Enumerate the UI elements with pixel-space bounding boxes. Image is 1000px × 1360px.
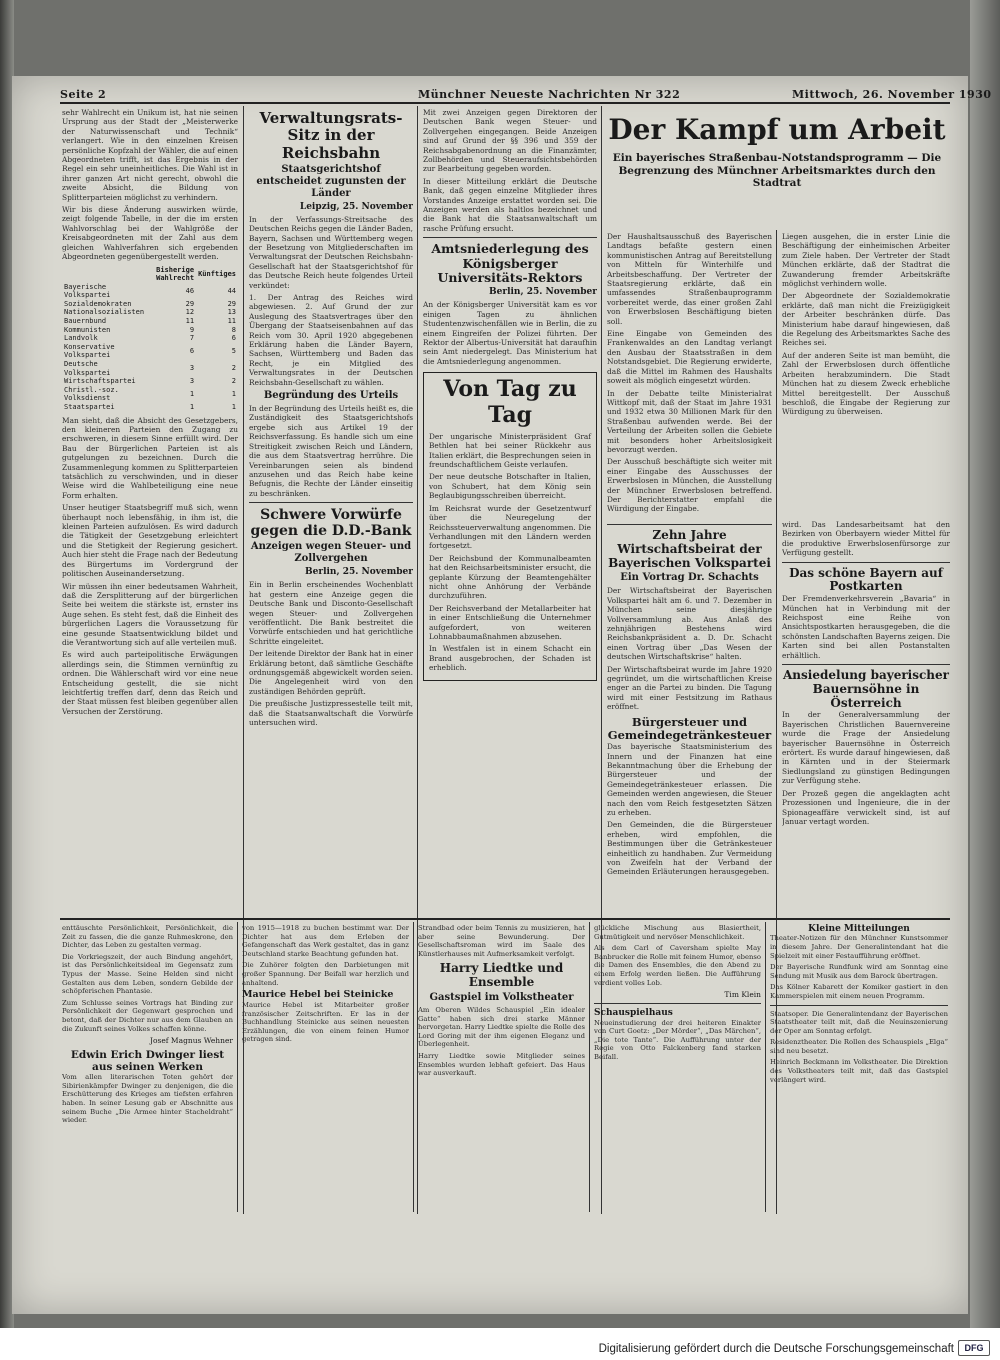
lead-article-left: [607, 232, 772, 514]
subheadline: Gastspiel im Volkstheater: [429, 991, 574, 1003]
lead-headline: Der Kampf um Arbeit: [608, 113, 946, 146]
article-text: Der neue deutsche Botschafter in Italien, von Schubert, hat dem König sein Beglaubigungsschreiben überreicht.: [429, 472, 591, 501]
article-text: An der Königsberger Universität kam es vor einigen Tagen zu ähnlichen Studentenzwischenfällen wie in Berlin, die zu einem Eingreifen der Polizei führten. Der Rektor der Albertus-Universität hat daraufhin sein Amt niedergelegt. Das Ministerium hat die Amtsniederlegung angenommen.: [423, 300, 597, 366]
article-text: Auf der anderen Seite ist man bemüht, die Zahl der Erwerbslosen durch öffentliche Arbeiten herabzumindern. Die Stadt München hat zu diesem Zweck erhebliche Mittel bereitgestellt. Der Ausschuß beschloß, die Eingabe der Regierung zur Würdigung zu überweisen.: [782, 350, 950, 417]
page-number: Seite 2: [60, 88, 107, 101]
table-cell: 1: [231, 390, 236, 399]
column-rule: [237, 922, 238, 1212]
headline: Schwere Vorwürfe gegen die D.D.-Bank: [250, 507, 412, 540]
article-text: 1. Der Antrag des Reiches wird abgewiesen. 2. Auf Grund der zur Auslegung des Staatsvertrages über den Übergang der Staatseisenbahnen auf das Reich vom 30. April 1920 abgegebenen Erklärung haben die Länder Bayern, Sachsen, Württemberg und Baden das Recht, je ein Mitglied des Verwaltungsrates in der Deutschen Reichsbahn-Gesellschaft zu wählen.: [249, 293, 413, 387]
headline: Kleine Mitteilungen: [808, 924, 910, 934]
headline: Verwaltungsrats-Sitz in der Reichsbahn: [259, 109, 403, 162]
article-text: Maurice Hebel ist Mitarbeiter großer französischer Zeitschriften. Er las in der Buchhandlung Steinicke aus seinen neuesten Erzählungen, die von einem feinen Humor getragen sind.: [242, 1001, 409, 1044]
column-4: [607, 520, 772, 914]
dateline: Leipzig, 25. November: [299, 201, 413, 212]
article-text: Staatsoper. Die Generalintendanz der Bayerischen Staatstheater teilt mit, daß die Neuinszenierung der Oper am Sonntag erfolgt.: [770, 1009, 948, 1035]
article-text: Unser heutiger Staatsbegriff muß sich, wenn überhaupt noch lebensfähig, in ihm ist, die kleinen Parteien aufzulösen. Es wird dadurch die Tätigkeit der Gesetzgebung erleichtert und die Stetigkeit der Regierung gesichert. Auch hier steht die Frage nach der Bedeutung des Bürgertums im Vordergrund der politischen Auseinandersetzung.: [62, 503, 238, 579]
table-row: [62, 360, 238, 377]
headline: Schauspielhaus: [594, 1008, 673, 1019]
article-separator: [782, 562, 950, 563]
dateline: Berlin, 25. November: [489, 287, 597, 298]
article-text: Neueinstudierung der drei heiteren Einakter von Curt Goetz: „Der Mörder“, „Das Märchen“, „Die tote Tante“. Die Aufführung unter der Regie von Otto Falckenberg fand starken Beifall.: [594, 1018, 761, 1061]
table-cell: 13: [227, 308, 236, 317]
article-text: Der ungarische Ministerpräsident Graf Bethlen hat bei seiner Rückkehr aus Italien erklärt, die Besprechungen seien in freundschaftlichem Geiste verlaufen.: [429, 431, 591, 470]
author-name: Josef Magnus Wehner: [149, 1036, 233, 1046]
headline: Ansiedelung bayerischer Bauernsöhne in Österreich: [783, 668, 949, 710]
headline: Harry Liedtke und Ensemble: [439, 961, 564, 990]
article-text: Der Fremdenverkehrsverein „Bavaria“ in München hat in Verbindung mit der Reichspost eine Reihe von Ansichtspostkarten herausgegeben, die die schönsten Landschaften Bayerns zeigen. Die Karten sind bei allen Postanstalten erhältlich.: [782, 594, 950, 660]
feuilleton-column-4: [594, 924, 761, 1212]
article-text: In Westfalen ist in einem Schacht ein Brand ausgebrochen, der Schaden ist erheblich.: [429, 644, 591, 673]
article-text: von 1915—1918 zu buchen bestimmt war. Der Dichter hat aus dem Erleben der Gefangenschaft das Werk gestaltet, das in ganz Deutschland starke Beachtung gefunden hat.: [242, 924, 409, 958]
article-text: Den Gemeinden, die die Bürgersteuer erheben, wird empfohlen, die Bestimmungen über die Getränkesteuer einheitlich zu handhaben. Zur Vermeidung von Zweifeln hat der Verband der Gemeinden Erläuterungen herausgegeben.: [607, 820, 772, 877]
table-cell: 7: [189, 334, 195, 343]
table-cell: 1: [189, 390, 195, 399]
column-3: [423, 108, 597, 914]
table-cell: 2: [231, 364, 236, 373]
article-text: Das Kölner Kabarett der Komiker gastiert in den Kammerspielen mit einem neuen Programm.: [770, 983, 948, 1000]
table-cell: 5: [231, 347, 236, 356]
headline: Von Tag zu Tag: [443, 376, 577, 428]
article-text: enttäuschte Persönlichkeit, Persönlichkeit, die Zeit zu fassen, die die ganze Ruhmeskrone, den Dichter, das Leben zu gestalten vermag.: [62, 924, 233, 950]
table-row: [62, 343, 238, 360]
headline: Das schöne Bayern auf Postkarten: [789, 565, 943, 594]
table-row: [62, 317, 238, 326]
dateline: Berlin, 25. November: [305, 567, 413, 578]
headline: Maurice Hebel bei Steinicke: [242, 989, 394, 1001]
article-text: Die Vorkriegszeit, der auch Bindung angehört, ist das Persönlichkeitsideal im Gegensatz zum Typus der Masse. Seine Helden sind nicht Gestalten aus dem Leben, sondern Gebilde der schöpferischen Phantasie.: [62, 952, 233, 996]
subheadline: Begründung des Urteils: [263, 390, 399, 402]
table-cell: 11: [185, 317, 195, 326]
table-cell: 12: [185, 308, 195, 317]
section-rule: [60, 918, 950, 920]
article-text: Im Reichsrat wurde der Gesetzentwurf über die Neuregelung der Reichssteuerverwaltung angenommen. Die Verhandlungen mit den Ländern werden fortgesetzt.: [429, 503, 591, 551]
article-text: Theater-Notizen für den Münchner Kunstsommer in diesem Jahre. Der Generalintendant hat die Spielzeit mit einer Festaufführung eröffnet.: [770, 934, 948, 960]
table-cell: 29: [185, 299, 195, 308]
article-text: wird. Das Landesarbeitsamt hat den Bezirken von Oberbayern wieder Mittel für die produktive Erwerbslosenfürsorge zur Verfügung gestellt.: [782, 520, 950, 558]
article-separator: [423, 237, 597, 238]
headline: Bürgersteuer und Gemeindegetränkesteuer: [607, 714, 772, 742]
table-row: [62, 326, 238, 335]
article-text: Wir müssen ihn einer bedeutsamen Wahrheit, daß die Zersplitterung auf der bürgerlichen Seite bei weitem die stärkste ist, ernster ins Auge sehen. Es steht fest, daß die Einheit des bürgerlichen Lagers die Voraussetzung für eine gesunde Staatsentwicklung bildet und die Verantwortung sich auf alle verteilen muß.: [62, 581, 238, 647]
article-text: Der Wirtschaftsbeirat der Bayerischen Volkspartei hält am 6. und 7. Dezember in München seine diesjährige Vollversammlung ab. Aus Anlaß des zehnjährigen Bestehens wird Reichsbankpräsident a. D. Dr. Schacht einen Vortrag über „Das Wesen der deutschen Wirtschaftskrise“ halten.: [607, 586, 772, 662]
table-cell: Konservative Volkspartei: [64, 342, 115, 360]
article-text: Der Prozeß gegen die angeklagten acht Prozessionen und Ingenieure, die in der Spionageaffäre verwickelt sind, ist auf Januar vertagt worden.: [782, 788, 950, 826]
article-text: Der Bayerische Rundfunk wird am Sonntag eine Sendung mit Musik aus dem Barock übertragen.: [770, 963, 948, 980]
article-text: In der Generalversammlung der Bayerischen Christlichen Bauernvereine wurde die Frage der Ansiedelung bayerischer Bauernsöhne in Österreich erörtert. Es wurde darauf hingewiesen, daß in Kärnten und in der Steiermark Siedlungsland zu günstigen Bedingungen zur Verfügung stehe.: [782, 710, 950, 786]
table-row: [62, 377, 238, 386]
table-header: Bisherige Wahlrecht: [156, 265, 195, 283]
table-row: [62, 386, 238, 403]
table-cell: Nationalsozialisten: [64, 308, 145, 317]
article-text: In dieser Mitteilung erklärt die Deutsche Bank, daß gegen einzelne Mitglieder ihres Vorstandes Anzeige erstattet worden sei. Die Anzeigen werden als haltlos bezeichnet und die Bank hat die Staatsanwaltschaft um rasche Prüfung ersucht.: [423, 176, 597, 233]
article-separator: [594, 1003, 761, 1004]
table-cell: 3: [189, 377, 195, 386]
article-text: Der Reichsbund der Kommunalbeamten hat den Reichsarbeitsminister ersucht, die geplante Kürzung der Beamtengehälter nicht ohne Anhörung der Verbände durchzuführen.: [429, 553, 591, 601]
column-1: [62, 108, 238, 914]
table-cell: 1: [231, 403, 236, 411]
table-cell: Wirtschaftspartei: [64, 377, 136, 386]
article-text: Am Oberen Wildes Schauspiel „Ein idealer Gatte“ haben sich drei starke Männer hervorgetan. Harry Liedtke spielte die Rolle des Lord Goring mit der ihm eigenen Eleganz und Überlegenheit.: [418, 1005, 585, 1049]
article-text: Der leitende Direktor der Bank hat in einer Erklärung betont, daß sämtliche Geschäfte ordnungsgemäß abgewickelt worden seien. Die Angelegenheit wird von den zuständigen Behörden geprüft.: [249, 649, 413, 696]
article-separator: [770, 1005, 948, 1006]
article-text: Zum Schlusse seines Vortrags hat Binding zur Persönlichkeit der Gegenwart gesprochen und betont, daß der Dichter nur aus dem Glauben an die Zukunft seines Volkes schaffen könne.: [62, 998, 233, 1033]
newspaper-title: Münchner Neueste Nachrichten Nr 322: [418, 88, 681, 101]
feuilleton-column-3: [418, 924, 585, 1212]
article-text: Eine Eingabe von Gemeinden des Frankenwaldes an den Landtag verlangt den Ausbau der Staatsstraßen in dem Notstandsgebiet. Die Regierung erwiderte, daß die Mittel im Rahmen des Haushalts soweit als möglich eingesetzt würden.: [607, 329, 772, 386]
column-2: [249, 108, 413, 914]
table-cell: Bauernbund: [64, 317, 107, 326]
table-row: [62, 300, 238, 309]
table-cell: 29: [227, 299, 236, 308]
table-cell: 44: [227, 286, 236, 295]
footer-credit: Digitalisierung gefördert durch die Deutsche Forschungsgemeinschaft: [598, 1343, 954, 1355]
table-row: [62, 283, 238, 300]
issue-date: Mittwoch, 26. November 1930: [792, 88, 992, 101]
article-text: glückliche Mischung aus Blasiertheit, Gutmütigkeit und nervöser Menschlichkeit.: [594, 924, 761, 941]
table-cell: Christl.-soz. Volksdienst: [64, 385, 119, 403]
article-text: Man sieht, daß die Absicht des Gesetzgebers, den kleineren Parteien den Zugang zu erschweren, in diesem Sinne erfüllt wird. Der Bau der Bürgerlichen Parteien ist als gutgelungen zu bezeichnen. Durch die Zusammenlegung kommen zu Splitterparteien tatsächlich zu verschwinden, und in dieser Weise wird die Wahlbeteiligung eine neue Form erhalten.: [62, 415, 238, 500]
article-text: In der Begründung des Urteils heißt es, die Zuständigkeit des Staatsgerichtshofs ergebe sich aus Artikel 19 der Reichsverfassung. Es handle sich um eine Streitigkeit zwischen Reich und Ländern, die aus dem Staatsvertrag herrühre. Die Vereinbarungen seien als bindend anzusehen und das Reich habe keine Befugnis, die Rechte der Länder einseitig zu beschränken.: [249, 404, 413, 498]
article-text: Der Ausschuß beschäftigte sich weiter mit einer Eingabe des Ausschusses der Erwerbslosen in München, die Ausstellung der Münchner Erwerbslosen betreffend. Der Berichterstatter empfahl die Würdigung der Eingabe.: [607, 457, 772, 514]
page-edge: [970, 0, 1000, 1360]
article-text: Ein in Berlin erscheinendes Wochenblatt hat gestern eine Anzeige gegen die Deutsche Bank und Disconto-Gesellschaft wegen Steuer- und Zollvergehen veröffentlicht. Die Bank bestreitet die Vorwürfe entschieden und hat gerichtliche Schritte eingeleitet.: [249, 580, 413, 646]
headline: Zehn Jahre Wirtschaftsbeirat der Bayerischen Volkspartei: [608, 528, 771, 570]
column-5: [782, 520, 950, 914]
headline: Edwin Erich Dwinger liest aus seinen Werken: [70, 1049, 225, 1074]
article-text: Liegen ausgehen, die in erster Linie die Beschäftigung der einheimischen Arbeiter zum Ziele haben. Der Vertreter der Stadt München erklärte, daß der Stadtrat die Zuwanderung fremder Arbeitskräfte möglichst verhindern wolle.: [782, 232, 950, 289]
table-cell: Bayerische Volkspartei: [64, 282, 111, 300]
table-cell: Sozialdemokraten: [64, 299, 132, 308]
article-text: Residenztheater. Die Rollen des Schauspiels „Elga“ sind neu besetzt.: [770, 1038, 948, 1055]
article-text: In der Debatte teilte Ministerialrat Wittkopf mit, daß der Staat im Jahre 1931 und 1932 etwa 30 Millionen Mark für den Straßenbau aufwenden werde. Bei der Verteilung der Arbeiten sollen die Gebiete mit besonders hoher Arbeitslosigkeit bevorzugt werden.: [607, 388, 772, 454]
article-separator: [607, 524, 772, 525]
table-cell: 46: [185, 286, 195, 295]
table-header: Künftiges: [198, 269, 236, 278]
article-text: Es wird auch parteipolitische Erwägungen allerdings sein, die Stimmen vernünftig zu ordnen. Die Wählerschaft wird vor eine neue Entscheidung gestellt, die sie nicht leichtfertig treffen darf, denn das Reich und der Staat müssen fest bleiben gegenüber allen Versuchen der Zerstörung.: [62, 650, 238, 716]
lead-article-header: [607, 108, 947, 228]
column-rule: [413, 922, 414, 1212]
table-cell: Staatspartei: [64, 403, 115, 411]
column-rule: [589, 922, 590, 1212]
feuilleton-column-1: [62, 924, 233, 1212]
article-separator: [249, 502, 413, 503]
table-cell: 6: [189, 347, 195, 356]
subheadline: Ein bayerisches Straßenbau-Notstandsprogramm — Die Begrenzung des Münchner Arbeitsmarktes durch den Stadtrat: [612, 152, 942, 190]
article-text: Vom allen literarischen Toten gehört der Sibirienkämpfer Dwinger zu denjenigen, die die Erschütterung des Krieges am tiefsten erfahren haben. In seiner Lesung gab er Abschnitte aus seinem Buche „Die Armee hinter Stacheldraht“ wieder.: [62, 1073, 233, 1125]
table-cell: 1: [189, 403, 195, 411]
article-text: sehr Wahlrecht ein Unikum ist, hat nie seinen Ursprung aus der Stadt der „Meisterwerke der Naturwissenschaft und Technik“ verlangert. Wie in den einzelnen Kreisen persönliche Kopfzahl der Wähler, die auf einen Abgeordneten trifft, ist das Ergebnis in der Regel ein sehr uneinheitliches. Die Wahl ist in ihrer ganzen Art nicht gerecht, obwohl die zweite Absicht, die Bildung von Splitterparteien möglichst zu verhindern.: [62, 108, 238, 202]
article-text: Die preußische Justizpressestelle teilt mit, daß die Staatsanwaltschaft die Vorwürfe untersuchen wird.: [249, 699, 413, 727]
article-text: Wir bis diese Änderung auswirken würde, zeigt folgende Tabelle, in der die im ersten Wahlvorschlag bei der Wahlgröße der Kreisabgeordneten mit der Zahl aus dem gleichen Wahlverfahren sich ergebenden Abgeordneten gegenübergestellt werden.: [62, 205, 238, 262]
table-cell: Kommunisten: [64, 325, 111, 334]
article-text: Strandbad oder beim Tennis zu musizieren, hat aber seine Bewunderung. Der Gesellschaftsroman wird im Saale des Künstlerhauses mit Aufmerksamkeit verfolgt.: [418, 924, 585, 958]
subheadline: Staatsgerichtshof entscheidet zugunsten der Länder: [256, 163, 406, 199]
table-row: [62, 308, 238, 317]
table-cell: Landvolk: [64, 334, 98, 343]
table-header-row: [62, 266, 238, 283]
column-rule: [765, 922, 766, 1212]
article-text: Das bayerische Staatsministerium des Innern und der Finanzen hat eine Bekanntmachung über die Erhebung der Bürgersteuer und der Gemeindegetränkesteuer erlassen. Die Gemeinden werden angewiesen, die Steuer nach den vom Reich festgesetzten Sätzen zu erheben.: [607, 742, 772, 817]
table-cell: 8: [231, 325, 236, 334]
table-cell: 2: [231, 377, 236, 386]
article-text: Mit zwei Anzeigen gegen Direktoren der Deutschen Bank wegen Steuer- und Zollvergehen eingegangen. Beide Anzeigen sind auf Grund der §§ 396 und 359 der Reichsabgabenordnung an die Finanzämter, Zollbehörden und Steueraufsichtsbehörden zur Bearbeitung gegeben worden.: [423, 108, 597, 174]
feuilleton-column-5: [770, 924, 948, 1212]
headline: Amtsniederlegung des Königsberger Universitäts-Rektors: [431, 241, 589, 286]
subheadline: Anzeigen wegen Steuer- und Zollvergehen: [250, 541, 412, 565]
news-digest-box: [423, 372, 597, 680]
table-cell: 9: [189, 325, 195, 334]
table-cell: 11: [227, 317, 236, 326]
article-text: Harry Liedtke sowie Mitglieder seines Ensembles wurden lebhaft gefeiert. Das Haus war ausverkauft.: [418, 1051, 585, 1078]
article-text: Als dem Carl of Caversham spielte May Banbrucker die Rolle mit feinem Humor, ebenso die Damen des Ensembles, die den Abend zu einem Erfolg werden ließen. Die Aufführung verdient volles Lob.: [594, 944, 761, 987]
table-row: [62, 334, 238, 343]
article-text: Der Reichsverband der Metallarbeiter hat in einer Entschließung die Unternehmer aufgefordert, von weiteren Lohnabbaumaßnahmen abzusehen.: [429, 603, 591, 641]
lead-article-right: [782, 232, 950, 514]
table-row: [62, 403, 238, 412]
dfg-logo-icon: DFG: [958, 1340, 990, 1356]
election-results-table: [62, 266, 238, 412]
table-cell: Deutsche Volkspartei: [64, 360, 111, 377]
article-text: Die Zuhörer folgten den Darbietungen mit großer Spannung. Der Beifall war herzlich und anhaltend.: [242, 961, 409, 987]
subheadline: Ein Vortrag Dr. Schachts: [620, 572, 759, 584]
table-cell: 6: [231, 334, 236, 343]
article-text: Der Haushaltsausschuß des Bayerischen Landtags befaßte gestern einen kommunistischen Antrag auf Bereitstellung von Mitteln für Winterhilfe und Arbeitsbeschaffung. Der Vertreter der Staatsregierung erklärte, daß ein umfassendes Straßenbauprogramm vorbereitet werde, das einer großen Zahl von Erwerbslosen Beschäftigung bieten soll.: [607, 232, 772, 326]
article-text: Der Wirtschaftsbeirat wurde im Jahre 1920 gegründet, um die wirtschaftlichen Kreise enger an die Partei zu binden. Die Tagung wird mit einer Festsitzung im Rathaus eröffnet.: [607, 664, 772, 712]
article-text: Der Abgeordnete der Sozialdemokratie erklärte, daß man nicht die Freizügigkeit der Arbeiter beschränken dürfe. Das Ministerium habe darauf hingewiesen, daß die Regelung des Arbeitsmarktes Sache des Reiches sei.: [782, 291, 950, 348]
article-text: In der Verfassungs-Streitsache des Deutschen Reichs gegen die Länder Baden, Bayern, Sachsen und Württemberg wegen der Besetzung von Mitgliederschaften im Verwaltungsrat der Deutschen Reichsbahn-Gesellschaft hat der Staatsgerichtshof für das Deutsche Reich heute folgendes Urteil verkündet:: [249, 214, 413, 290]
article-text: Heinrich Beckmann im Volkstheater. Die Direktion des Volkstheaters teilt mit, daß das Gastspiel verlängert wird.: [770, 1058, 948, 1084]
masthead-rule: [60, 102, 950, 104]
article-separator: [782, 664, 950, 665]
author-name: Tim Klein: [724, 990, 761, 1000]
feuilleton-column-2: [242, 924, 409, 1212]
table-cell: 3: [189, 364, 195, 373]
